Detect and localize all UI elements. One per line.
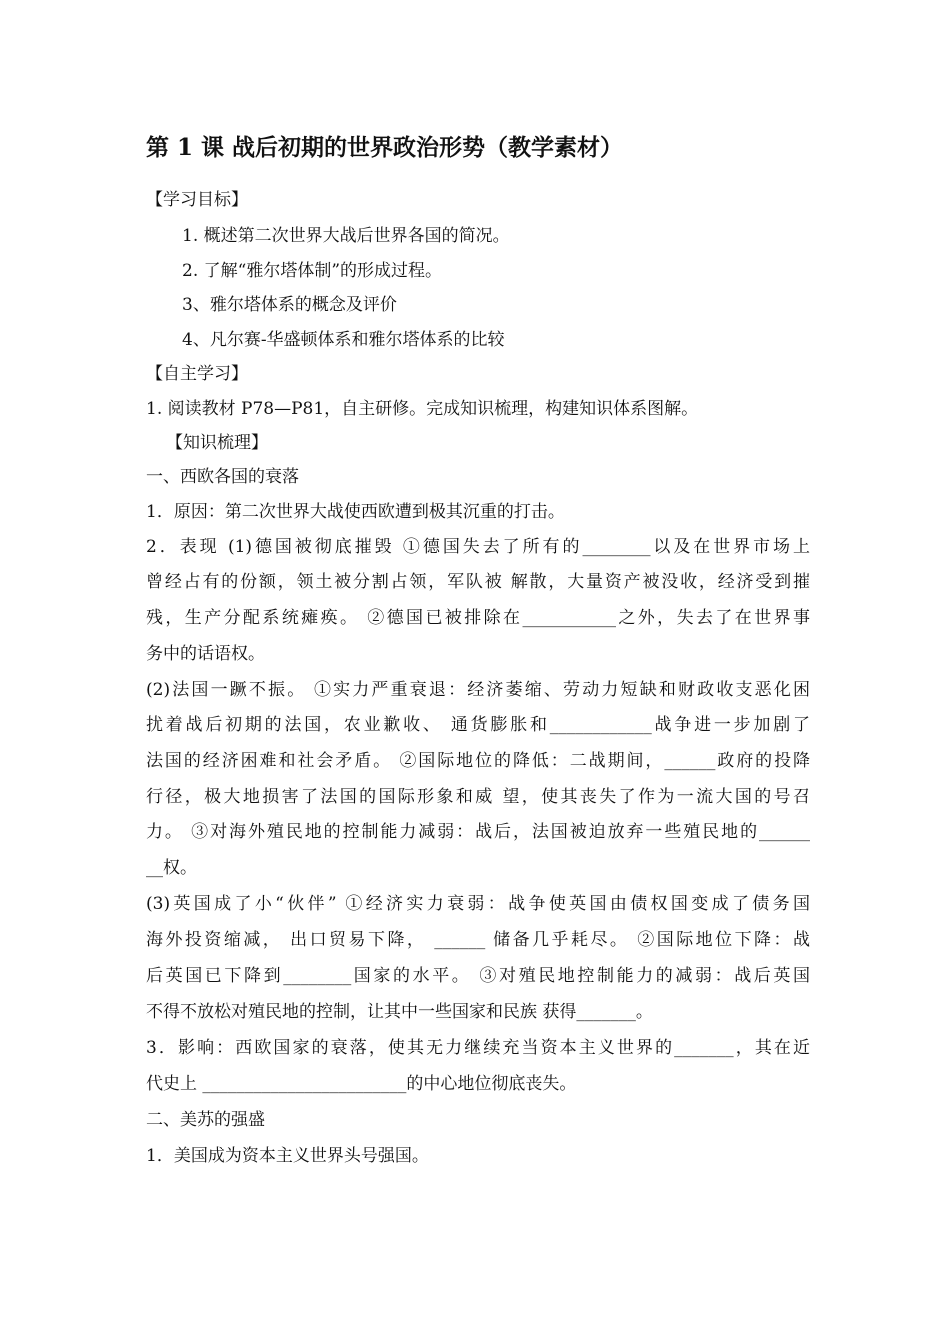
goal-item: 2. 了解“雅尔塔体制”的形成过程。 (182, 261, 443, 281)
subsection-heading: 二、美苏的强盛 (146, 1110, 265, 1130)
paragraph-line: 曾经占有的份额，领土被分割占领，军队被 解散，大量资产被没收，经济受到摧 (146, 572, 810, 592)
paragraph-line: 1．美国成为资本主义世界头号强国。 (146, 1146, 429, 1166)
paragraph-line: 海外投资缩减， 出口贸易下降， ______ 储备几乎耗尽。 ②国际地位下降：战 (146, 930, 810, 950)
paragraph-line: 3．影响：西欧国家的衰落，使其无力继续充当资本主义世界的_______，其在近 (146, 1038, 810, 1058)
paragraph-line: 不得不放松对殖民地的控制，让其中一些国家和民族 获得_______。 (146, 1002, 653, 1022)
paragraph-line: 扰着战后初期的法国，农业歉收、 通货膨胀和____________战争进一步加剧了 (146, 715, 810, 735)
goal-item: 3、雅尔塔体系的概念及评价 (182, 295, 397, 315)
paragraph-line: 代史上 ________________________的中心地位彻底丧失。 (146, 1074, 577, 1094)
paragraph-line: 1．原因：第二次世界大战使西欧遭到极其沉重的打击。 (146, 502, 565, 522)
page-title: 第 1 课 战后初期的世界政治形势（教学素材） (146, 134, 624, 161)
paragraph-line: 务中的话语权。 (146, 644, 265, 664)
goal-item: 1. 概述第二次世界大战后世界各国的简况。 (182, 226, 510, 246)
paragraph-line: 力。 ③对海外殖民地的控制能力减弱：战后，法国被迫放弃一些殖民地的______ (146, 822, 810, 842)
paragraph-line: __权。 (146, 858, 197, 878)
paragraph-line: (3)英国成了小“伙伴” ①经济实力衰弱：战争使英国由债权国变成了债务国 (146, 894, 810, 914)
section-heading-self-study: 【自主学习】 (146, 364, 248, 384)
paragraph-line: 行径，极大地损害了法国的国际形象和威 望，使其丧失了作为一流大国的号召 (146, 787, 810, 807)
paragraph-line: 法国的经济困难和社会矛盾。 ②国际地位的降低：二战期间，______政府的投降 (146, 751, 810, 771)
paragraph-line: 2．表现 (1)德国被彻底摧毁 ①德国失去了所有的________以及在世界市场上 (146, 537, 810, 557)
paragraph-line: (2)法国一蹶不振。 ①实力严重衰退：经济萎缩、劳动力短缺和财政收支恶化困 (146, 680, 810, 700)
goal-item: 4、凡尔赛-华盛顿体系和雅尔塔体系的比较 (182, 330, 505, 350)
section-heading-learning-goals: 【学习目标】 (146, 190, 248, 210)
section-heading-knowledge: 【知识梳理】 (166, 433, 268, 453)
paragraph-line: 残，生产分配系统瘫痪。 ②德国已被排除在___________之外，失去了在世界事 (146, 608, 810, 628)
paragraph-line: 后英国已下降到________国家的水平。 ③对殖民地控制能力的减弱：战后英国 (146, 966, 810, 986)
subsection-heading: 一、西欧各国的衰落 (146, 467, 299, 487)
instruction-line: 1. 阅读教材 P78—P81，自主研修。完成知识梳理，构建知识体系图解。 (146, 399, 699, 419)
